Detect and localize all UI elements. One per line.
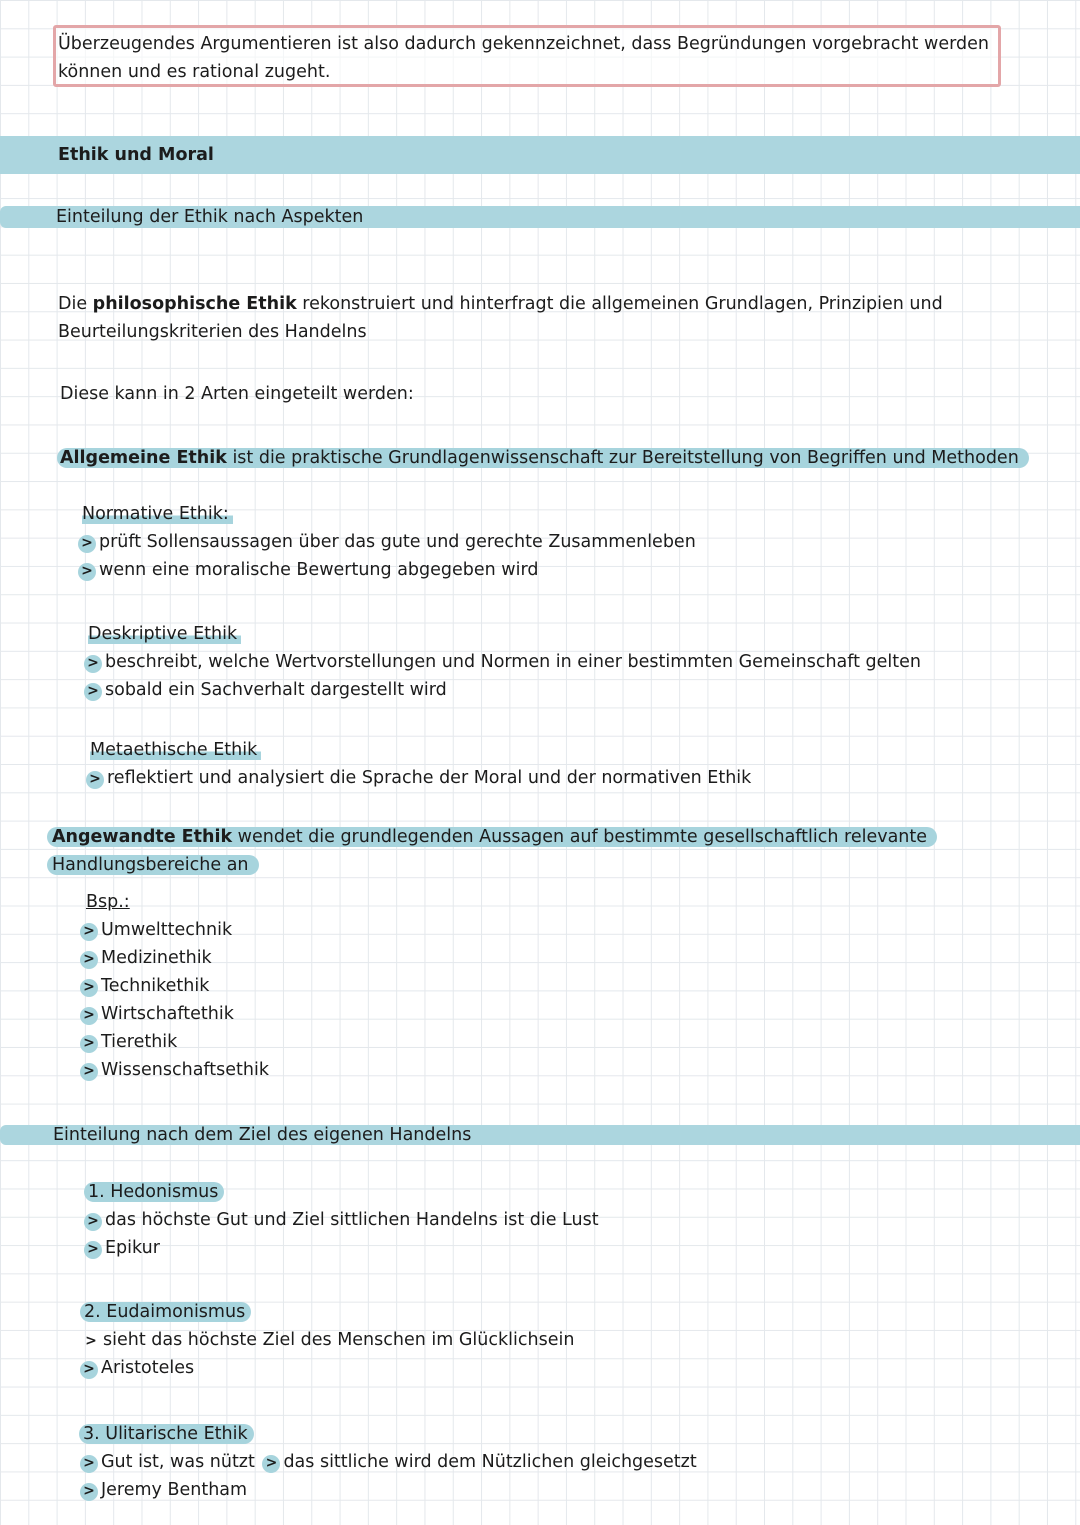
arrow-icon: >: [80, 1007, 98, 1025]
arrow-icon: >: [84, 655, 102, 673]
arrow-icon: >: [80, 1063, 98, 1081]
general-ethics-rest: ist die praktische Grundlagenwissenschaft zur Bereitstellung von Begriffen und Methoden: [226, 448, 1019, 468]
arrow-icon: >: [80, 1483, 98, 1501]
utilitarian-title: [79, 1420, 254, 1448]
arrow-icon: >: [80, 951, 98, 969]
philosophy-term: philosophische Ethik: [92, 294, 297, 314]
metaethics-item-text: reflektiert und analysiert die Sprache der Moral und der normativen Ethik: [107, 768, 752, 788]
eudaimonism-item-text: Aristoteles: [101, 1358, 195, 1378]
descriptive-title-text: Deskriptive Ethik: [88, 624, 241, 644]
arrow-icon: >: [85, 1333, 97, 1349]
intro-line-2: können und es rational zugeht.: [58, 62, 331, 82]
intro-box: [53, 25, 1001, 87]
example-item: [80, 1056, 269, 1084]
intro-line-1: Überzeugendes Argumentieren ist also dadurch gekennzeichnet, dass Begründungen vorgebracht werden: [58, 34, 989, 54]
normative-title-text: Normative Ethik:: [82, 504, 233, 524]
descriptive-item-text: sobald ein Sachverhalt dargestellt wird: [105, 680, 447, 700]
example-text: Technikethik: [101, 976, 210, 996]
example-text: Tierethik: [101, 1032, 178, 1052]
hedonism-item-text: Epikur: [105, 1238, 160, 1258]
arrow-icon: >: [80, 923, 98, 941]
subsection-title-2: Einteilung nach dem Ziel des eigenen Handelns: [53, 1125, 472, 1145]
eudaimonism-item-text: sieht das höchste Ziel des Menschen im Glücklichsein: [103, 1330, 575, 1350]
eudaimonism-item: [80, 1354, 194, 1382]
metaethics-item: [86, 764, 751, 792]
example-text: Umwelttechnik: [101, 920, 233, 940]
two-kinds-text: Diese kann in 2 Arten eingeteilt werden:: [60, 384, 414, 404]
metaethics-title: [90, 736, 261, 764]
normative-item-text: prüft Sollensaussagen über das gute und gerechte Zusammenleben: [99, 532, 696, 552]
arrow-icon: >: [80, 1035, 98, 1053]
applied-term: Angewandte Ethik: [52, 827, 233, 847]
descriptive-item: [84, 676, 447, 704]
subsection-title-1: Einteilung der Ethik nach Aspekten: [56, 207, 364, 227]
examples-label: Bsp.:: [86, 892, 130, 912]
utilitarian-item-text: das sittliche wird dem Nützlichen gleichgesetzt: [283, 1452, 697, 1472]
applied-line-2: [47, 851, 259, 879]
hedonism-title: [84, 1178, 224, 1206]
hedonism-item: [84, 1234, 160, 1262]
applied-rest: wendet die grundlegenden Aussagen auf bestimmte gesellschaftlich relevante: [232, 827, 928, 847]
example-text: Wissenschaftsethik: [101, 1060, 269, 1080]
philosophy-line-2: Beurteilungskriterien des Handelns: [58, 322, 367, 342]
descriptive-item-text: beschreibt, welche Wertvorstellungen und Normen in einer bestimmten Gemeinschaft gelten: [105, 652, 922, 672]
philosophy-line-1: [58, 290, 943, 318]
arrow-icon: >: [78, 535, 96, 553]
eudaimonism-title: [80, 1298, 251, 1326]
metaethics-title-text: Metaethische Ethik: [90, 740, 261, 760]
descriptive-item: [84, 648, 921, 676]
arrow-icon: >: [78, 563, 96, 581]
utilitarian-title-text: 3. Ulitarische Ethik: [79, 1424, 254, 1444]
descriptive-title: [88, 620, 241, 648]
normative-item: [78, 556, 538, 584]
arrow-icon: >: [262, 1455, 280, 1473]
normative-item-text: wenn eine moralische Bewertung abgegeben wird: [99, 560, 539, 580]
arrow-icon: >: [80, 979, 98, 997]
general-ethics-term: Allgemeine Ethik: [60, 448, 227, 468]
hedonism-title-text: 1. Hedonismus: [84, 1182, 224, 1202]
eudaimonism-title-text: 2. Eudaimonismus: [80, 1302, 251, 1322]
example-item: [80, 1028, 177, 1056]
arrow-icon: >: [84, 683, 102, 701]
normative-item: [78, 528, 696, 556]
arrow-icon: >: [80, 1361, 98, 1379]
example-item: [80, 944, 212, 972]
hedonism-item: [84, 1206, 599, 1234]
arrow-icon: >: [80, 1455, 98, 1473]
utilitarian-item-text: Gut ist, was nützt: [101, 1452, 255, 1472]
applied-line-1: [47, 823, 937, 851]
example-text: Wirtschaftethik: [101, 1004, 234, 1024]
general-ethics-line: [57, 444, 1029, 472]
eudaimonism-item: [82, 1326, 574, 1354]
example-item: [80, 1000, 234, 1028]
hedonism-item-text: das höchste Gut und Ziel sittlichen Handelns ist die Lust: [105, 1210, 599, 1230]
applied-line-2-text: Handlungsbereiche an: [47, 855, 259, 875]
philosophy-prefix: Die: [58, 294, 93, 314]
utilitarian-item: [80, 1476, 247, 1504]
utilitarian-item: [80, 1448, 697, 1476]
normative-title: [82, 500, 233, 528]
arrow-icon: >: [86, 771, 104, 789]
arrow-icon: >: [84, 1241, 102, 1259]
example-item: [80, 916, 232, 944]
section-title: Ethik und Moral: [58, 145, 214, 165]
example-item: [80, 972, 209, 1000]
utilitarian-item-text: Jeremy Bentham: [101, 1480, 248, 1500]
example-text: Medizinethik: [101, 948, 212, 968]
arrow-icon: >: [84, 1213, 102, 1231]
philosophy-rest: rekonstruiert und hinterfragt die allgemeinen Grundlagen, Prinzipien und: [296, 294, 943, 314]
